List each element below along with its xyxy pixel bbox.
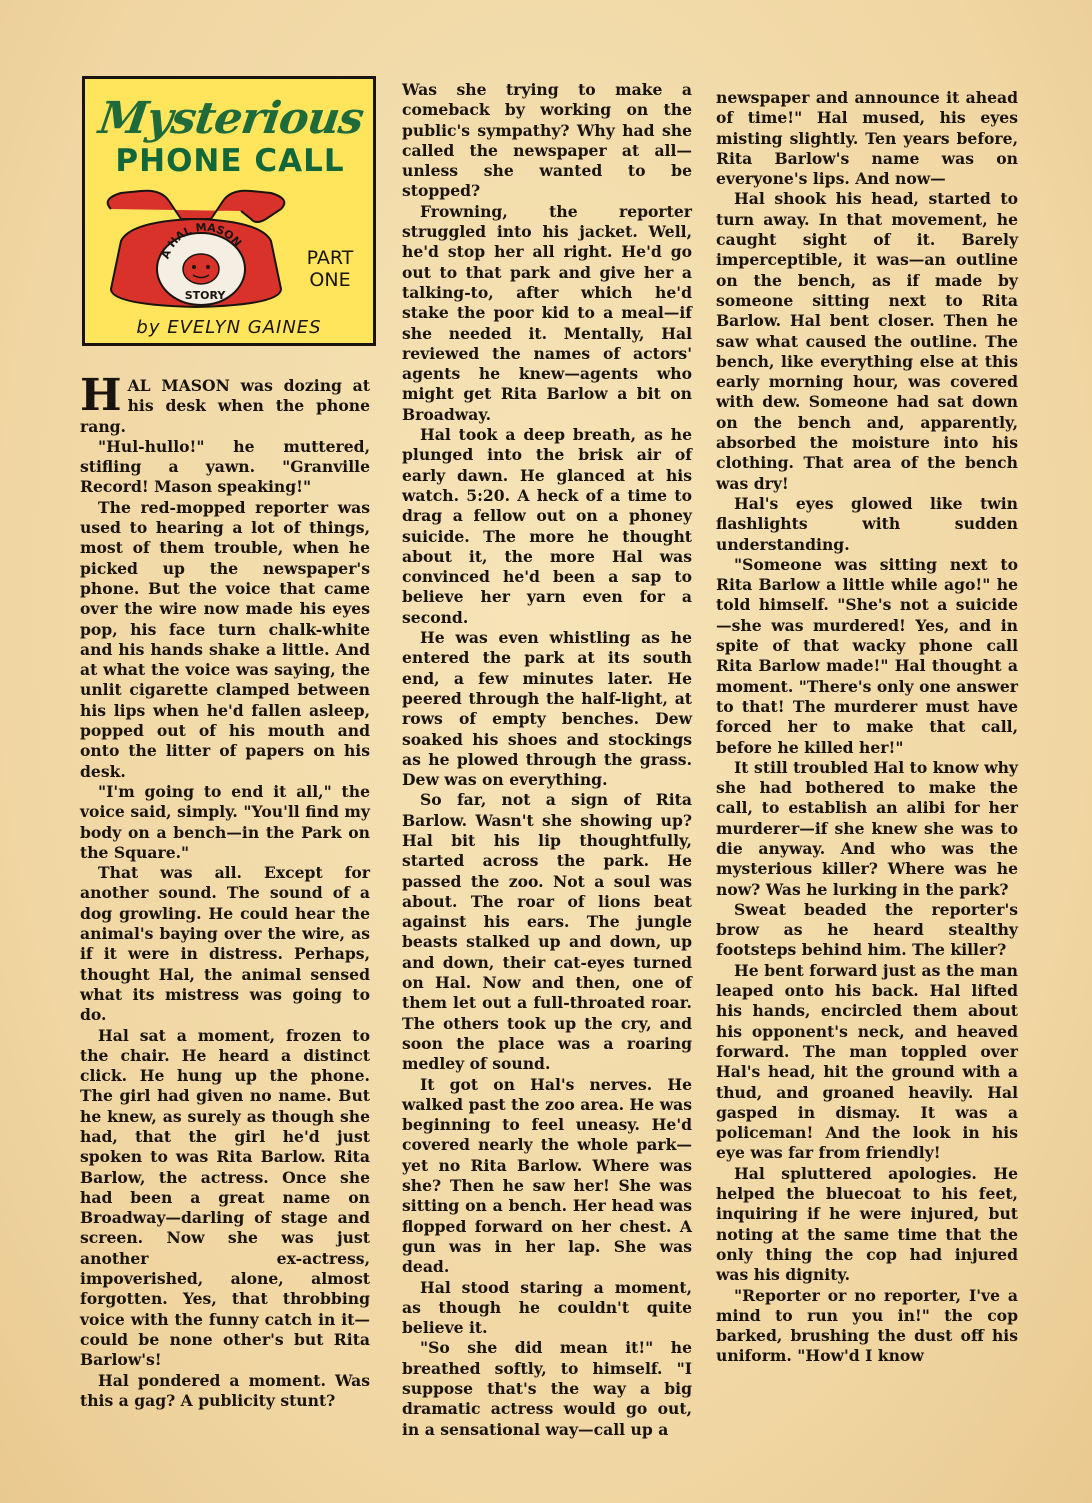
part-label: PART ONE xyxy=(306,247,354,291)
paragraph: "I'm going to end it all," the voice said, simply. "You'll find my body on a bench—in the Park on the Square." xyxy=(80,781,370,862)
title-script: Mysterious xyxy=(95,93,367,144)
paragraph: Was she trying to make a comeback by working on the public's sympathy? Why had she called the newspaper at all—unless she wanted to be stopped? xyxy=(402,80,692,201)
paragraph: Frowning, the reporter struggled into his jacket. Well, he'd stop her all right. He'd go out to that park and give her a talking-to, after which he'd stake the poor kid to a meal—if she needed it. Mentally, Hal reviewed the names of actors' agents he knew—agents who might get Rita Barlow a bit on Broadway. xyxy=(402,201,692,424)
paragraph: "So she did mean it!" he breathed softly, to himself. "I suppose that's the way a big dramatic actress would go out, in a sensational way—call up a xyxy=(402,1338,692,1439)
title-main: PHONE CALL xyxy=(115,143,345,179)
paragraph: "Reporter or no reporter, I've a mind to run you in!" the cop barked, brushing the dust off his uniform. "How'd I know xyxy=(716,1285,1018,1366)
paragraph: That was all. Except for another sound. The sound of a dog growling. He could hear the animal's baying over the wire, as if it were in distress. Perhaps, thought Hal, the animal sensed what its mistress was going to do. xyxy=(80,863,370,1025)
paragraph: "Hul-hullo!" he muttered, stifling a yawn. "Granville Record! Mason speaking!" xyxy=(80,436,370,497)
paragraph: Hal spluttered apologies. He helped the bluecoat to his feet, inquiring if he were injured, but noting at the same time that the only thing the cop had injured was his dignity. xyxy=(716,1163,1018,1285)
column-3 xyxy=(716,88,1018,1367)
paragraph: Hal sat a moment, frozen to the chair. He heard a distinct click. He hung up the phone. The girl had given no name. But he knew, as surely as though she had, that the girl he'd just spoken to was Rita Barlow. Rita Barlow, the actress. Once she had been a great name on Broadway—darling of stage and screen. Now she was just another ex-actress, impoverished, alone, almost forgotten. Yes, that throbbing voice with the funny catch in it—could be none other's but Rita Barlow's! xyxy=(80,1025,370,1370)
paragraph: The red-mopped reporter was used to hearing a lot of things, most of them trouble, when he picked up the newspaper's phone. But the voice that came over the wire now made his eyes pop, his face turn chalk-white and his hands shake a little. And at what the voice was saying, the unlit cigarette clamped between his lips when he'd fallen asleep, popped out of his mouth and onto the litter of papers on his desk. xyxy=(80,497,370,781)
paragraph: Hal's eyes glowed like twin flashlights with sudden understanding. xyxy=(716,493,1018,554)
paragraph: He bent forward just as the man leaped onto his back. Hal lifted his hands, encircled them about his opponent's neck, and heaved forward. The man toppled over Hal's head, hit the ground with a thud, and groaned heavily. Hal gasped in dismay. It was a policeman! And the look in his eye was far from friendly! xyxy=(716,960,1018,1163)
svg-text:STORY: STORY xyxy=(184,289,226,302)
paragraph: Sweat beaded the reporter's brow as he heard stealthy footsteps behind him. The killer? xyxy=(716,899,1018,960)
story-title-panel xyxy=(82,76,376,346)
svg-text:A HAL MASON: A HAL MASON xyxy=(158,220,245,261)
paragraph: It still troubled Hal to know why she had bothered to make the call, to establish an alibi for her murderer—if she knew she was to die anyway. And who was the mysterious killer? Where was he now? Was he lurking in the park? xyxy=(716,757,1018,899)
paragraph: Hal took a deep breath, as he plunged into the brisk air of early dawn. He glanced at his watch. 5:20. A heck of a time to drag a fellow out on a phoney suicide. The more he thought about it, the more Hal was convinced he'd been a sap to believe her yarn even for a second. xyxy=(402,425,692,627)
paragraph: Hal pondered a moment. Was this a gag? A publicity stunt? xyxy=(80,1370,370,1410)
paragraph: It got on Hal's nerves. He walked past the zoo area. He was beginning to feel uneasy. He'd covered nearly the whole park—yet no Rita Barlow. Where was she? Then he saw her! She was sitting on a bench. Her head was flopped forward on her chest. A gun was in her lap. She was dead. xyxy=(402,1074,692,1277)
paragraph: "Someone was sitting next to Rita Barlow a little while ago!" he told himself. "She's not a suicide—she was murdered! Yes, and in spite of that wacky phone call Rita Barlow made!" Hal thought a moment. "There's only one answer to that! The murderer must have forced her to make that call, before he killed her!" xyxy=(716,554,1018,757)
column-1 xyxy=(80,370,370,1411)
paragraph: Hal shook his head, started to turn away. In that movement, he caught sight of it. Barely imperceptible, it was—an outline on the bench, as if made by someone sitting next to Rita Barlow. Hal bent closer. Then he saw what caused the outline. The bench, like everything else at this early morning hour, was covered with dew. Someone had sat down on the bench and, apparently, absorbed the moisture into his clothing. That area of the bench was dry! xyxy=(716,189,1018,493)
byline: by EVELYN GAINES xyxy=(136,317,322,338)
paragraph: Hal stood staring a moment, as though he couldn't quite believe it. xyxy=(402,1277,692,1338)
paragraph: So far, not a sign of Rita Barlow. Wasn't she showing up? Hal bit his lip thoughtfully, started across the park. He passed the zoo. Not a soul was about. The roar of lions beat against his ears. The jungle beasts stalked up and down, up and down, their cat-eyes turned on Hal. Now and then, one of them let out a full-throated roar. The others took up the cry, and soon the place was a roaring medley of sound. xyxy=(402,790,692,1074)
paragraph: HAL MASON was dozing at his desk when the phone rang. xyxy=(80,370,370,436)
paragraph: He was even whistling as he entered the park at its south end, a few minutes later. He peered through the half-light, at rows of empty benches. Dew soaked his shoes and stockings as he plowed through the grass. Dew was on everything. xyxy=(402,628,692,790)
column-2 xyxy=(402,80,692,1440)
drop-cap: H xyxy=(80,370,122,421)
paragraph: newspaper and announce it ahead of time!" Hal mused, his eyes misting slightly. Ten years before, Rita Barlow's name was on everyone's lips. And now— xyxy=(716,88,1018,189)
dial-label-text xyxy=(155,219,255,319)
